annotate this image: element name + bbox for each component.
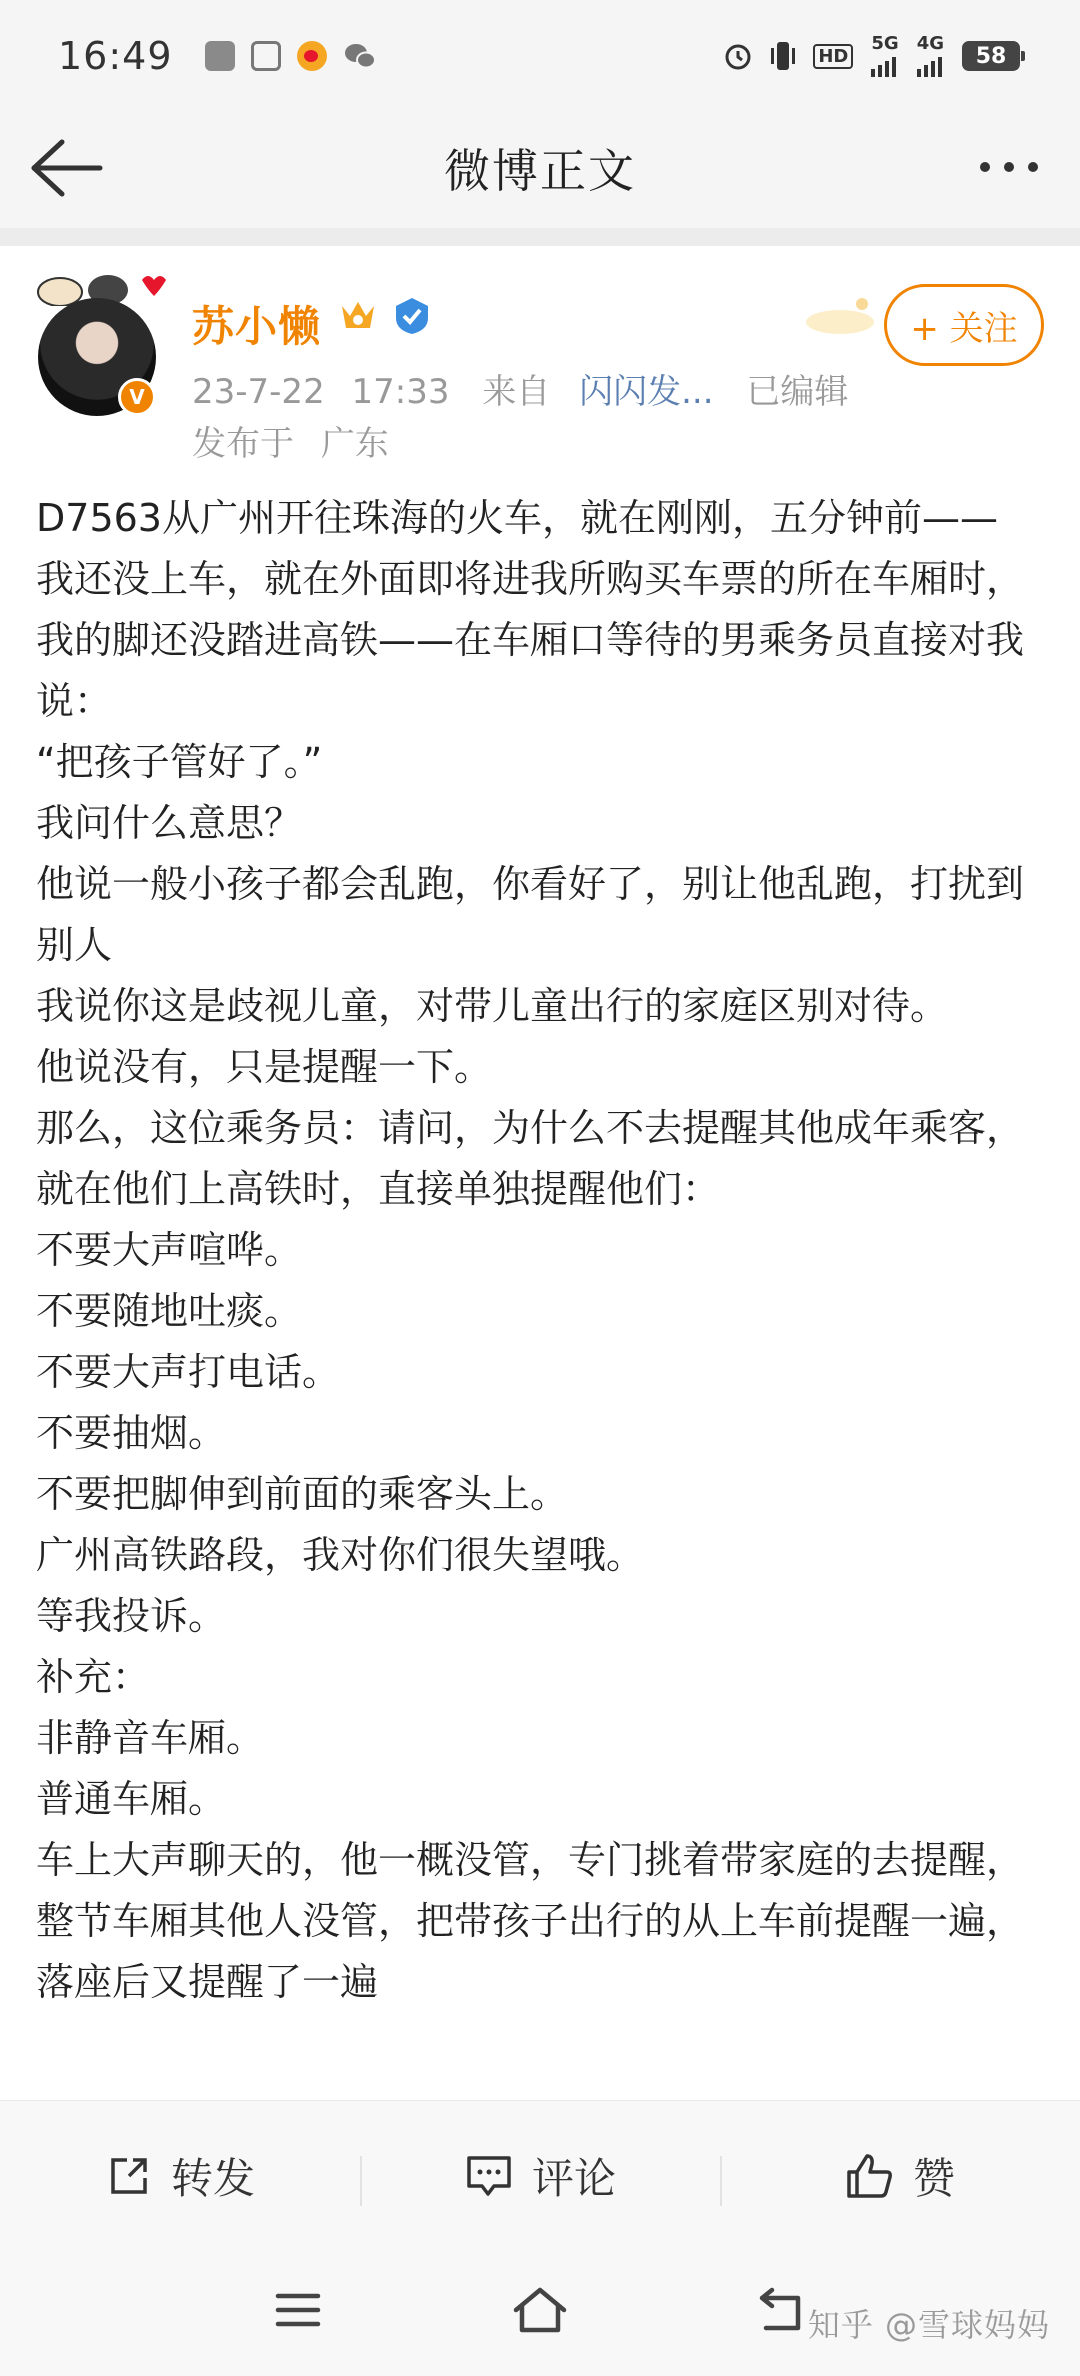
post-content: [36, 488, 1046, 2013]
home-icon[interactable]: [510, 2280, 570, 2340]
post-paragraph: 不要大声喧哗。: [36, 1228, 303, 1272]
action-bar: [0, 2100, 1080, 2250]
repost-label: 转发: [170, 2153, 255, 2203]
back-icon[interactable]: [752, 2280, 812, 2340]
signal-5g: [871, 35, 898, 77]
member-badge-icon[interactable]: [392, 296, 432, 336]
status-right: [723, 35, 1020, 77]
post-paragraph: 我还没上车，就在外面即将进我所购买车票的所在车厢时，我的脚还没踏进高铁——在车厢口等待的男乘务员直接对我说：: [36, 557, 1025, 723]
author-avatar[interactable]: [30, 266, 170, 416]
network-label-4g: 4G: [916, 33, 944, 54]
post-paragraph: 非静音车厢。: [36, 1716, 265, 1760]
wechat-icon: [343, 41, 377, 71]
share-icon: [105, 2152, 153, 2200]
post-date: 23-7-22: [192, 372, 325, 412]
page-title: 微博正文: [444, 144, 636, 198]
post-source-link[interactable]: 闪闪发...: [579, 372, 714, 412]
notification-icons: [205, 41, 377, 71]
nav-bar: [0, 112, 1080, 224]
watermark: 知乎 @雪球妈妈: [807, 2306, 1050, 2344]
verified-badge-icon: V: [118, 378, 156, 416]
post-paragraph: 不要抽烟。: [36, 1411, 227, 1455]
section-divider: [0, 228, 1080, 246]
weibo-icon: [297, 41, 327, 71]
post-paragraph: 我说你这是歧视儿童，对带儿童出行的家庭区别对待。: [36, 984, 949, 1028]
post-paragraph: 广州高铁路段，我对你们很失望哦。: [36, 1533, 645, 1577]
post-paragraph: “把孩子管好了。”: [36, 740, 323, 784]
post-paragraph: 不要随地吐痰。: [36, 1289, 303, 1333]
alarm-icon: [723, 41, 753, 71]
post-paragraph: 不要把脚伸到前面的乘客头上。: [36, 1472, 569, 1516]
post-card: [0, 246, 1080, 2100]
post-paragraph: 我问什么意思？: [36, 801, 303, 845]
post-paragraph: 他说一般小孩子都会乱跑，你看好了，别让他乱跑，打扰到别人: [36, 862, 1025, 967]
post-time: 17:33: [351, 372, 450, 412]
crown-badge-icon[interactable]: [338, 296, 378, 336]
vibrate-icon: [771, 39, 795, 73]
like-button[interactable]: [720, 2146, 1080, 2206]
post-paragraph: 补充：: [36, 1655, 151, 1699]
back-arrow-icon[interactable]: [26, 136, 106, 200]
post-meta: [192, 364, 848, 413]
post-paragraph: 等我投诉。: [36, 1594, 227, 1638]
post-paragraph: 他说没有，只是提醒一下。: [36, 1045, 493, 1089]
repost-button[interactable]: [0, 2146, 360, 2206]
menu-icon[interactable]: [268, 2280, 328, 2340]
post-paragraph: 普通车厢。: [36, 1777, 227, 1821]
post-paragraph: 车上大声聊天的，他一概没管，专门挑着带家庭的去提醒，整节车厢其他人没管，把带孩子出行的从上车前提醒一遍，落座后又提醒了一遍: [36, 1838, 1025, 2004]
status-bar: [0, 0, 1080, 112]
post-paragraph: D7563从广州开往珠海的火车，就在刚刚，五分钟前——: [36, 496, 998, 540]
signal-4g: [917, 35, 944, 77]
gallery-icon: [205, 41, 235, 71]
post-location: [192, 416, 389, 465]
follow-button[interactable]: + 关注: [884, 284, 1044, 366]
edited-label[interactable]: 已编辑: [746, 372, 849, 412]
app-icon: [251, 41, 281, 71]
hd-label: HD: [813, 44, 853, 69]
source-prefix: 来自: [482, 372, 551, 412]
comment-label: 评论: [531, 2153, 616, 2203]
signal-bars-icon: [871, 53, 896, 77]
location-prefix: 发布于: [192, 424, 294, 464]
sparkle-decoration-icon: [800, 286, 890, 346]
thumbs-up-icon: [845, 2152, 895, 2200]
battery-icon: 58: [962, 41, 1020, 71]
author-badges: [338, 296, 432, 336]
post-paragraph: 那么，这位乘务员：请问，为什么不去提醒其他成年乘客，就在他们上高铁时，直接单独提醒他们：: [36, 1106, 1025, 1211]
location-value: 广东: [320, 424, 389, 464]
author-name[interactable]: 苏小懒: [192, 302, 322, 351]
comment-button[interactable]: [360, 2146, 720, 2206]
comment-icon: [464, 2152, 514, 2200]
signal-bars-icon: [917, 53, 942, 77]
status-time: 16:49: [58, 34, 173, 78]
like-label: 赞: [912, 2153, 955, 2203]
network-label-5g: 5G: [871, 33, 899, 54]
post-paragraph: 不要大声打电话。: [36, 1350, 341, 1394]
more-menu-icon[interactable]: [980, 152, 1050, 182]
